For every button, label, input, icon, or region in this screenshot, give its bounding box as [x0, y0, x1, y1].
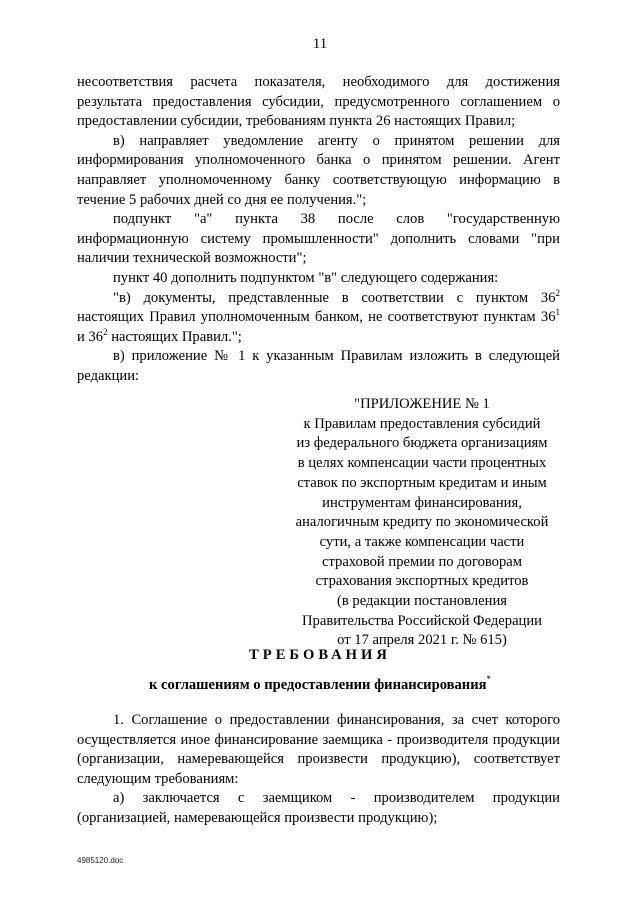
appendix-line: страхования экспортных кредитов [315, 573, 529, 590]
paragraph-5 [77, 289, 560, 348]
appendix-line: Правительства Российской Федерации [302, 612, 542, 629]
requirements-title: ТРЕБОВАНИЯ [249, 647, 391, 663]
requirements-subtitle [0, 674, 640, 694]
paragraph-6: в) приложение № 1 к указанным Правилам изложить в следующей редакции: [77, 348, 560, 384]
footnote-mark: * [486, 674, 492, 684]
amendment-text [77, 73, 560, 387]
paragraph-5-part-d: настоящих Правил."; [107, 328, 242, 345]
paragraph-3: подпункт "а" пункта 38 после слов "государственную информационную систему промышленности" дополнить словами "при наличии технической возможности"; [77, 211, 560, 267]
appendix-line: к Правилам предоставления субсидий [303, 415, 541, 432]
page-number: 11 [312, 36, 328, 52]
appendix-line: аналогичным кредиту по экономической [295, 514, 549, 531]
appendix-header [280, 395, 564, 651]
appendix-line: инструментам финансирования, [322, 494, 522, 511]
appendix-line: от 17 апреля 2021 г. № 615) [337, 632, 507, 649]
appendix-line: (в редакции постановления [337, 593, 507, 610]
paragraph-5-part-b: настоящих Правил уполномоченным банком, не соответствуют пунктам 36 [77, 309, 556, 326]
appendix-line: в целях компенсации части процентных [297, 455, 547, 472]
paragraph-2: в) направляет уведомление агенту о принятом решении для информирования уполномоченного банка о принятом решении. Агент направляет уполномоченному банку соответствующую информацию в течение 5 рабочих дней со дня ее получения."; [77, 132, 560, 208]
requirement-item-1: 1. Соглашение о предоставлении финансирования, за счет которого осуществляется иное финансирование заемщика - производителя продукции (организации, намеревающейся произвести продукцию), соответствует следующим требованиям: [77, 712, 560, 787]
paragraph-5-part-c: и 36 [77, 328, 104, 345]
appendix-line: ставок по экспортным кредитам и иным [297, 474, 547, 491]
appendix-line: "ПРИЛОЖЕНИЕ № 1 [354, 396, 490, 412]
appendix-line: страховой премии по договорам [322, 553, 522, 570]
requirements-body [77, 711, 560, 829]
appendix-line: сути, а также компенсации части [319, 533, 525, 550]
footer-doc-code: 4985120.doc [77, 856, 124, 865]
superscript-1: 2 [555, 287, 560, 298]
appendix-line: из федерального бюджета организациям [296, 435, 548, 452]
paragraph-4: пункт 40 дополнить подпунктом "в" следующего содержания: [113, 269, 499, 286]
superscript-2: 1 [555, 307, 560, 318]
paragraph-1: несоответствия расчета показателя, необходимого для достижения результата предоставления субсидии, предусмотренного соглашением о предоставлении субсидии, требованиям пункта 26 настоящих Правил; [77, 74, 560, 130]
paragraph-5-part-a: "в) документы, представленные в соответствии с пунктом 36 [113, 289, 556, 306]
requirement-item-1a: а) заключается с заемщиком - производителем продукции (организацией, намеревающейся произвести продукцию); [77, 790, 560, 826]
requirements-subtitle-text: к соглашениям о предоставлении финансирования [148, 677, 487, 693]
superscript-3: 2 [103, 326, 108, 337]
